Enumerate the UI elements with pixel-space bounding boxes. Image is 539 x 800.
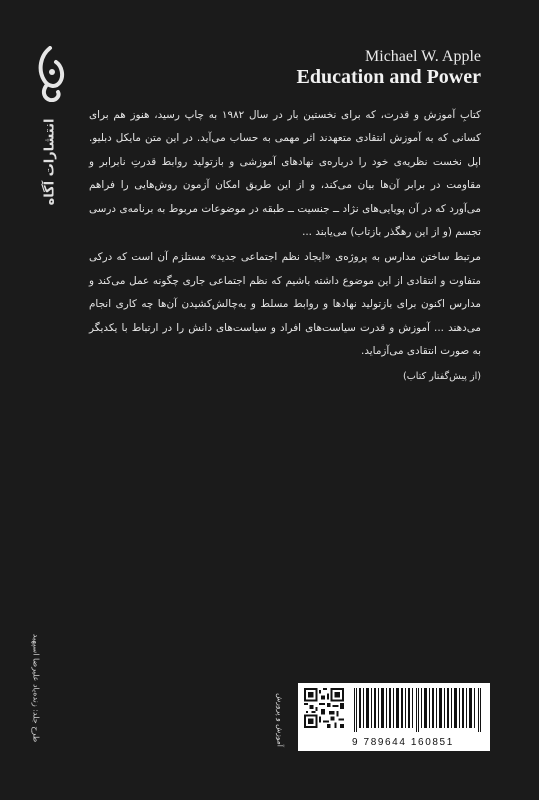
blurb-text xyxy=(89,104,481,389)
blurb-source: (از پیش‌گفتار کتاب) xyxy=(403,371,481,383)
book-title: Education and Power xyxy=(296,66,481,88)
category-label: آموزش و پرورش xyxy=(275,693,285,747)
author-name: Michael W. Apple xyxy=(365,48,481,65)
isbn-number: 9 789644 160851 xyxy=(352,737,454,748)
cover-design-credit xyxy=(28,608,44,768)
design-credit-label: طرح جلد: زنده‌یاد علیرضا اسپهبد xyxy=(31,633,41,743)
qr-code xyxy=(304,688,344,728)
publisher-logo xyxy=(34,46,66,102)
blurb-paragraph-2: مرتبط ساختن مدارس به پروژه‌ی «ایجاد نظم اجتماعی جدید» مستلزم آن است که درکی متفاوت و انتقادی از این موضوع داشته باشیم که نظم اجتماعی جاری چگونه عمل می‌کند و مدارس اکنون برای بازتولید نهادها و روابط مسلط و به‌چالش‌کشیدن آن‌ها چه کاری انجام می‌دهند ... آموزش و قدرت سیاست‌های افراد و سیاست‌های دانش را در ارتباط با یکدیگر به صورت انتقادی می‌آزماید. xyxy=(89,251,481,358)
category-tag xyxy=(272,690,288,750)
blurb-paragraph-1: کتابِ آموزش و قدرت، که برای نخستین بار در سال ۱۹۸۲ به چاپ رسید، هنوز هم برای کسانی که به آموزش انتقادی متعهدند اثر مهمی به حساب می‌آید. در این متن مایکل دبلیو. اپل نخست نظریه‌ی خود را درباره‌ی نهادهای آموزشی و بازتولید روابط قدرتِ نابرابر و مقاومت در برابر آن‌ها بیان می‌کند، و از این طریق امکان آزمون روش‌هایی را فراهم می‌آورد که در آن پویایی‌های نژاد ــ جنسیت ــ طبقه در موضوعات مربوط به برنامه‌ی درسی تجسم (و از این رهگذر بازتاب) می‌یابند ... xyxy=(89,109,481,239)
publisher-label: انتشارات آگاه xyxy=(42,118,58,206)
isbn-barcode xyxy=(352,688,484,732)
publisher-name xyxy=(20,112,80,212)
